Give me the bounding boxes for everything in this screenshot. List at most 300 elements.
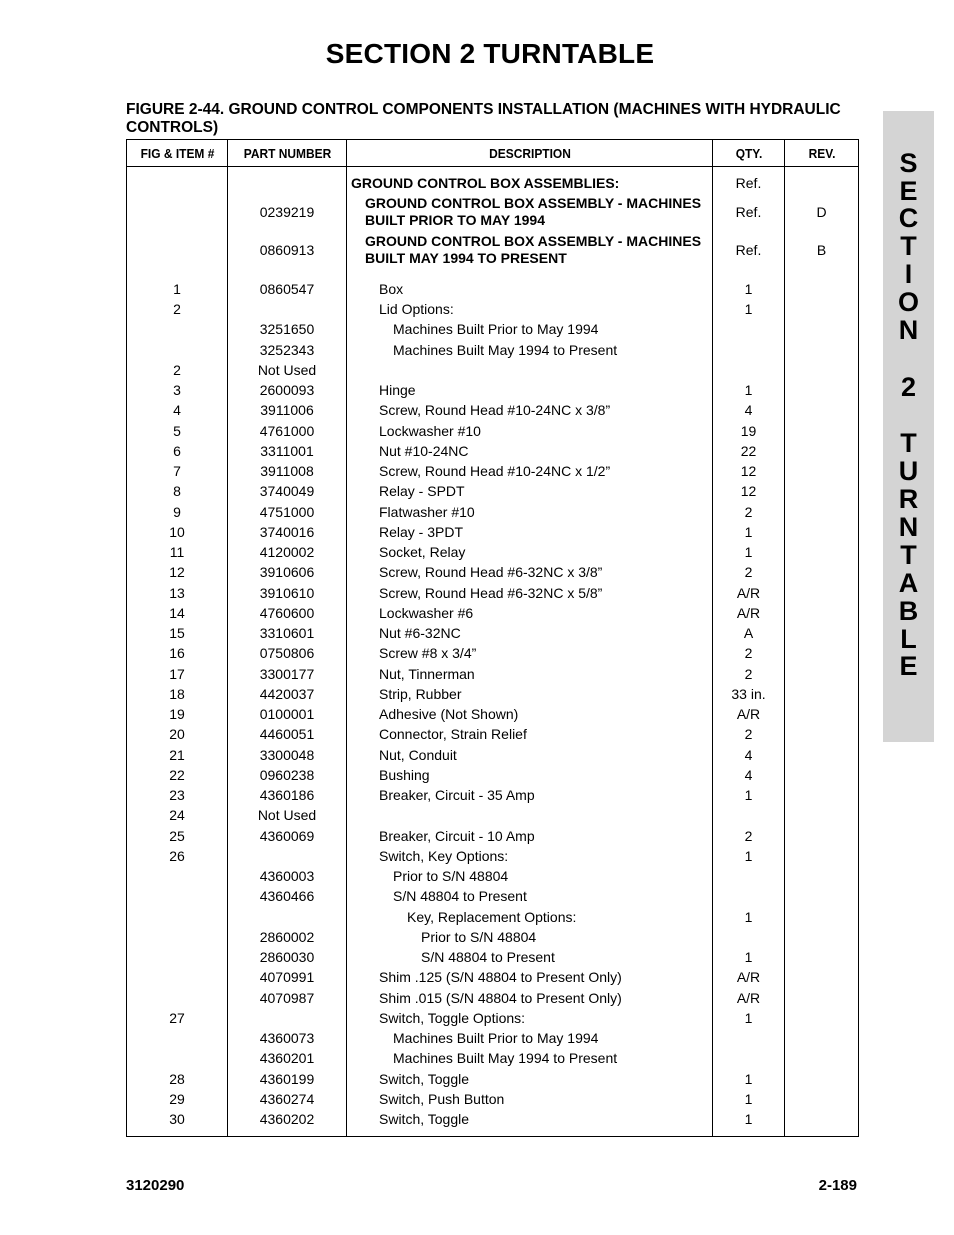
cell-description: Flatwasher #10	[347, 502, 713, 522]
cell-qty	[713, 340, 785, 360]
cell-fig-item: 22	[127, 765, 228, 785]
cell-rev	[785, 765, 859, 785]
side-tab-letter: T	[900, 231, 917, 261]
cell-rev	[785, 867, 859, 887]
cell-qty: 19	[713, 421, 785, 441]
cell-rev	[785, 563, 859, 583]
cell-fig-item: 25	[127, 826, 228, 846]
cell-description: Switch, Toggle	[347, 1069, 713, 1089]
cell-fig-item: 27	[127, 1008, 228, 1028]
cell-qty: 1	[713, 1008, 785, 1028]
table-row	[127, 583, 859, 603]
cell-part-number: 4360199	[228, 1069, 347, 1089]
cell-part-number: 3300177	[228, 664, 347, 684]
cell-description: Box	[347, 279, 713, 299]
cell-fig-item	[127, 927, 228, 947]
cell-description	[347, 806, 713, 826]
cell-rev	[785, 988, 859, 1008]
cell-qty	[713, 320, 785, 340]
cell-description: Lockwasher #10	[347, 421, 713, 441]
cell-qty: 1	[713, 279, 785, 299]
table-row	[127, 1008, 859, 1028]
table-row	[127, 360, 859, 380]
cell-description: S/N 48804 to Present	[347, 887, 713, 907]
side-tab-letter: E	[899, 651, 918, 681]
cell-part-number: 4360073	[228, 1029, 347, 1049]
side-tab-letter: L	[900, 624, 917, 654]
cell-part-number: 3911008	[228, 462, 347, 482]
cell-rev	[785, 502, 859, 522]
cell-rev	[785, 421, 859, 441]
cell-qty: 1	[713, 1110, 785, 1130]
table-row	[127, 462, 859, 482]
cell-rev	[785, 1029, 859, 1049]
cell-description: Nut, Conduit	[347, 745, 713, 765]
cell-qty: 1	[713, 786, 785, 806]
cell-fig-item: 17	[127, 664, 228, 684]
cell-rev	[785, 927, 859, 947]
cell-part-number: 3251650	[228, 320, 347, 340]
cell-part-number: 4360201	[228, 1049, 347, 1069]
cell-qty	[713, 1029, 785, 1049]
cell-part-number: 4360202	[228, 1110, 347, 1130]
cell-qty: A/R	[713, 583, 785, 603]
cell-fig-item: 8	[127, 482, 228, 502]
cell-fig-item: 19	[127, 705, 228, 725]
cell-rev	[785, 583, 859, 603]
table-row	[127, 765, 859, 785]
cell-part-number: 0750806	[228, 644, 347, 664]
cell-part-number	[228, 1008, 347, 1028]
table-row	[127, 522, 859, 542]
cell-fig-item: 15	[127, 624, 228, 644]
cell-description	[347, 360, 713, 380]
cell-part-number: 4120002	[228, 543, 347, 563]
header-qty: QTY.	[715, 140, 781, 167]
cell-fig-item: 12	[127, 563, 228, 583]
cell-qty: 1	[713, 1069, 785, 1089]
cell-fig-item	[127, 867, 228, 887]
cell-rev	[785, 1049, 859, 1069]
table-row	[127, 786, 859, 806]
cell-qty: 2	[713, 826, 785, 846]
table-row	[127, 664, 859, 684]
cell-rev	[785, 1069, 859, 1089]
cell-description: GROUND CONTROL BOX ASSEMBLY - MACHINES BUILT PRIOR TO MAY 1994	[347, 193, 713, 231]
cell-part-number: 2600093	[228, 381, 347, 401]
table-header-row	[127, 140, 859, 167]
cell-qty: 1	[713, 846, 785, 866]
cell-description: Machines Built Prior to May 1994	[347, 1029, 713, 1049]
cell-fig-item: 1	[127, 279, 228, 299]
header-part-number: PART NUMBER	[232, 140, 341, 167]
cell-part-number: 4760600	[228, 603, 347, 623]
cell-rev	[785, 320, 859, 340]
cell-rev	[785, 1089, 859, 1109]
cell-part-number: 4360186	[228, 786, 347, 806]
table-row	[127, 543, 859, 563]
cell-description: GROUND CONTROL BOX ASSEMBLIES:	[347, 173, 713, 193]
cell-fig-item: 23	[127, 786, 228, 806]
cell-part-number: 4761000	[228, 421, 347, 441]
cell-part-number: 0960238	[228, 765, 347, 785]
side-tab-letter: O	[897, 287, 919, 317]
cell-rev	[785, 401, 859, 421]
cell-rev: D	[785, 193, 859, 231]
cell-part-number	[228, 300, 347, 320]
cell-fig-item	[127, 173, 228, 193]
cell-rev	[785, 806, 859, 826]
side-tab-letter: T	[900, 540, 917, 570]
cell-rev	[785, 745, 859, 765]
table-row	[127, 482, 859, 502]
cell-rev	[785, 725, 859, 745]
cell-qty	[713, 867, 785, 887]
cell-qty: A	[713, 624, 785, 644]
cell-rev	[785, 300, 859, 320]
side-tab-letter: E	[899, 176, 918, 206]
cell-rev	[785, 462, 859, 482]
cell-rev	[785, 786, 859, 806]
cell-description: Machines Built May 1994 to Present	[347, 340, 713, 360]
side-tab-letter: N	[898, 315, 919, 345]
table-row	[127, 340, 859, 360]
cell-fig-item: 24	[127, 806, 228, 826]
cell-description: Machines Built May 1994 to Present	[347, 1049, 713, 1069]
cell-rev	[785, 360, 859, 380]
cell-rev	[785, 644, 859, 664]
cell-rev	[785, 441, 859, 461]
cell-rev	[785, 603, 859, 623]
cell-description: Breaker, Circuit - 35 Amp	[347, 786, 713, 806]
cell-part-number: 4360069	[228, 826, 347, 846]
cell-qty: 12	[713, 462, 785, 482]
cell-fig-item	[127, 231, 228, 269]
cell-rev	[785, 381, 859, 401]
cell-fig-item	[127, 887, 228, 907]
cell-rev	[785, 543, 859, 563]
cell-description: Relay - 3PDT	[347, 522, 713, 542]
cell-fig-item	[127, 948, 228, 968]
cell-fig-item: 20	[127, 725, 228, 745]
cell-qty: 2	[713, 725, 785, 745]
cell-fig-item: 26	[127, 846, 228, 866]
table-row	[127, 441, 859, 461]
cell-part-number: 4360003	[228, 867, 347, 887]
cell-part-number: 4360274	[228, 1089, 347, 1109]
table-row	[127, 1089, 859, 1109]
cell-description: GROUND CONTROL BOX ASSEMBLY - MACHINES BUILT MAY 1994 TO PRESENT	[347, 231, 713, 269]
table-row	[127, 725, 859, 745]
cell-rev	[785, 624, 859, 644]
cell-part-number: 3252343	[228, 340, 347, 360]
cell-description: Screw, Round Head #6-32NC x 5/8”	[347, 583, 713, 603]
cell-rev	[785, 522, 859, 542]
cell-description: Switch, Key Options:	[347, 846, 713, 866]
cell-description: Strip, Rubber	[347, 684, 713, 704]
cell-fig-item	[127, 907, 228, 927]
cell-description: S/N 48804 to Present	[347, 948, 713, 968]
table-row	[127, 948, 859, 968]
table-row	[127, 705, 859, 725]
table-row	[127, 624, 859, 644]
cell-fig-item: 10	[127, 522, 228, 542]
table-row	[127, 907, 859, 927]
cell-fig-item	[127, 193, 228, 231]
figure-title: FIGURE 2-44. GROUND CONTROL COMPONENTS INSTALLATION (MACHINES WITH HYDRAULIC CONTROLS)	[126, 101, 841, 136]
table-row	[127, 684, 859, 704]
table-row	[127, 279, 859, 299]
cell-description: Bushing	[347, 765, 713, 785]
cell-qty: 1	[713, 381, 785, 401]
cell-fig-item	[127, 1049, 228, 1069]
cell-part-number: 3311001	[228, 441, 347, 461]
cell-qty: 33 in.	[713, 684, 785, 704]
cell-description: Screw #8 x 3/4”	[347, 644, 713, 664]
cell-description: Nut #10-24NC	[347, 441, 713, 461]
table-spacer-row	[127, 269, 859, 279]
cell-fig-item: 14	[127, 603, 228, 623]
side-tab-letter: B	[898, 596, 919, 626]
header-rev: REV.	[787, 140, 855, 167]
footer-page-number: 2-189	[818, 1177, 857, 1194]
cell-description: Shim .125 (S/N 48804 to Present Only)	[347, 968, 713, 988]
cell-part-number: 3740016	[228, 522, 347, 542]
cell-fig-item	[127, 340, 228, 360]
cell-rev	[785, 1110, 859, 1130]
cell-description: Nut, Tinnerman	[347, 664, 713, 684]
header-fig-item: FIG & ITEM #	[131, 140, 224, 167]
cell-fig-item: 18	[127, 684, 228, 704]
cell-description: Screw, Round Head #6-32NC x 3/8”	[347, 563, 713, 583]
cell-part-number: 0100001	[228, 705, 347, 725]
cell-qty: A/R	[713, 988, 785, 1008]
cell-fig-item: 2	[127, 360, 228, 380]
cell-qty: 4	[713, 765, 785, 785]
cell-qty: A/R	[713, 968, 785, 988]
header-description: DESCRIPTION	[361, 140, 698, 167]
cell-qty: 1	[713, 948, 785, 968]
side-tab-letter: R	[898, 484, 919, 514]
cell-qty: 4	[713, 745, 785, 765]
table-spacer-row	[127, 1130, 859, 1137]
table-row	[127, 1029, 859, 1049]
cell-fig-item: 9	[127, 502, 228, 522]
cell-part-number: 3310601	[228, 624, 347, 644]
cell-part-number: 3300048	[228, 745, 347, 765]
cell-fig-item	[127, 1029, 228, 1049]
cell-qty: 1	[713, 543, 785, 563]
cell-part-number: 3910606	[228, 563, 347, 583]
cell-rev	[785, 826, 859, 846]
cell-description: Switch, Push Button	[347, 1089, 713, 1109]
cell-fig-item: 7	[127, 462, 228, 482]
table-row	[127, 401, 859, 421]
side-tab-letter: I	[904, 259, 913, 289]
table-row	[127, 887, 859, 907]
cell-description: Connector, Strain Relief	[347, 725, 713, 745]
cell-part-number: Not Used	[228, 360, 347, 380]
table-row	[127, 300, 859, 320]
table-row	[127, 826, 859, 846]
cell-fig-item: 16	[127, 644, 228, 664]
cell-qty: 1	[713, 907, 785, 927]
cell-description: Prior to S/N 48804	[347, 867, 713, 887]
table-row	[127, 968, 859, 988]
cell-fig-item: 21	[127, 745, 228, 765]
cell-fig-item: 29	[127, 1089, 228, 1109]
table-row	[127, 603, 859, 623]
cell-description: Screw, Round Head #10-24NC x 3/8”	[347, 401, 713, 421]
cell-qty: 22	[713, 441, 785, 461]
table-row	[127, 502, 859, 522]
cell-part-number: 3910610	[228, 583, 347, 603]
cell-description: Shim .015 (S/N 48804 to Present Only)	[347, 988, 713, 1008]
cell-rev	[785, 968, 859, 988]
cell-description: Switch, Toggle	[347, 1110, 713, 1130]
side-tab-letter: T	[900, 428, 917, 458]
cell-part-number	[228, 907, 347, 927]
side-tab-letter: N	[898, 512, 919, 542]
cell-qty: 1	[713, 300, 785, 320]
cell-qty	[713, 927, 785, 947]
cell-fig-item: 30	[127, 1110, 228, 1130]
cell-qty: 2	[713, 664, 785, 684]
side-tab-letter: A	[898, 568, 919, 598]
table-row	[127, 867, 859, 887]
cell-part-number: 4070991	[228, 968, 347, 988]
parts-table	[126, 139, 859, 1137]
table-body	[127, 167, 859, 1137]
cell-description: Prior to S/N 48804	[347, 927, 713, 947]
cell-part-number: 3911006	[228, 401, 347, 421]
cell-qty: 12	[713, 482, 785, 502]
cell-qty: 2	[713, 502, 785, 522]
cell-description: Socket, Relay	[347, 543, 713, 563]
table-row	[127, 1069, 859, 1089]
cell-fig-item: 3	[127, 381, 228, 401]
table-row	[127, 806, 859, 826]
cell-rev	[785, 279, 859, 299]
cell-part-number: Not Used	[228, 806, 347, 826]
cell-description: Switch, Toggle Options:	[347, 1008, 713, 1028]
cell-part-number: 0860913	[228, 231, 347, 269]
cell-qty	[713, 1049, 785, 1069]
cell-qty: A/R	[713, 603, 785, 623]
cell-fig-item: 4	[127, 401, 228, 421]
cell-fig-item	[127, 320, 228, 340]
cell-rev	[785, 846, 859, 866]
cell-part-number: 2860002	[228, 927, 347, 947]
cell-rev	[785, 1008, 859, 1028]
side-tab-letter: C	[898, 203, 919, 233]
cell-fig-item: 2	[127, 300, 228, 320]
table-row	[127, 231, 859, 269]
cell-part-number	[228, 846, 347, 866]
cell-qty: Ref.	[713, 173, 785, 193]
cell-description: Screw, Round Head #10-24NC x 1/2”	[347, 462, 713, 482]
cell-rev	[785, 907, 859, 927]
cell-rev	[785, 887, 859, 907]
cell-rev	[785, 948, 859, 968]
section-side-tab	[883, 111, 934, 742]
cell-description: Adhesive (Not Shown)	[347, 705, 713, 725]
cell-fig-item	[127, 988, 228, 1008]
cell-description: Machines Built Prior to May 1994	[347, 320, 713, 340]
cell-part-number: 2860030	[228, 948, 347, 968]
cell-part-number: 4070987	[228, 988, 347, 1008]
cell-qty: 2	[713, 563, 785, 583]
table-row	[127, 988, 859, 1008]
cell-description: Nut #6-32NC	[347, 624, 713, 644]
cell-fig-item: 13	[127, 583, 228, 603]
cell-part-number: 3740049	[228, 482, 347, 502]
cell-part-number: 4420037	[228, 684, 347, 704]
side-tab-letter: S	[899, 148, 918, 178]
cell-description: Relay - SPDT	[347, 482, 713, 502]
cell-qty: A/R	[713, 705, 785, 725]
cell-qty: 1	[713, 522, 785, 542]
table-row	[127, 644, 859, 664]
table-row	[127, 173, 859, 193]
table-row	[127, 745, 859, 765]
cell-qty: 1	[713, 1089, 785, 1109]
cell-description: Hinge	[347, 381, 713, 401]
table-row	[127, 421, 859, 441]
cell-fig-item: 5	[127, 421, 228, 441]
cell-description: Breaker, Circuit - 10 Amp	[347, 826, 713, 846]
cell-rev	[785, 340, 859, 360]
cell-rev	[785, 173, 859, 193]
cell-part-number	[228, 173, 347, 193]
cell-qty	[713, 806, 785, 826]
cell-part-number: 0239219	[228, 193, 347, 231]
table-row	[127, 193, 859, 231]
cell-fig-item: 6	[127, 441, 228, 461]
cell-qty	[713, 360, 785, 380]
table-row	[127, 1049, 859, 1069]
cell-fig-item	[127, 968, 228, 988]
table-row	[127, 320, 859, 340]
cell-part-number: 4460051	[228, 725, 347, 745]
cell-rev	[785, 684, 859, 704]
cell-qty: Ref.	[713, 231, 785, 269]
cell-fig-item: 28	[127, 1069, 228, 1089]
table-row	[127, 381, 859, 401]
cell-part-number: 0860547	[228, 279, 347, 299]
cell-description: Key, Replacement Options:	[347, 907, 713, 927]
cell-part-number: 4751000	[228, 502, 347, 522]
cell-fig-item: 11	[127, 543, 228, 563]
cell-rev	[785, 482, 859, 502]
table-row	[127, 563, 859, 583]
cell-rev	[785, 705, 859, 725]
cell-rev: B	[785, 231, 859, 269]
section-title: SECTION 2 TURNTABLE	[325, 38, 655, 69]
cell-description: Lockwasher #6	[347, 603, 713, 623]
side-tab-letter: 2	[900, 372, 917, 402]
cell-qty: Ref.	[713, 193, 785, 231]
cell-qty	[713, 887, 785, 907]
side-tab-letter: U	[898, 456, 919, 486]
footer-doc-number: 3120290	[126, 1177, 185, 1194]
cell-rev	[785, 664, 859, 684]
cell-qty: 2	[713, 644, 785, 664]
table-row	[127, 846, 859, 866]
cell-part-number: 4360466	[228, 887, 347, 907]
cell-qty: 4	[713, 401, 785, 421]
table-row	[127, 1110, 859, 1130]
